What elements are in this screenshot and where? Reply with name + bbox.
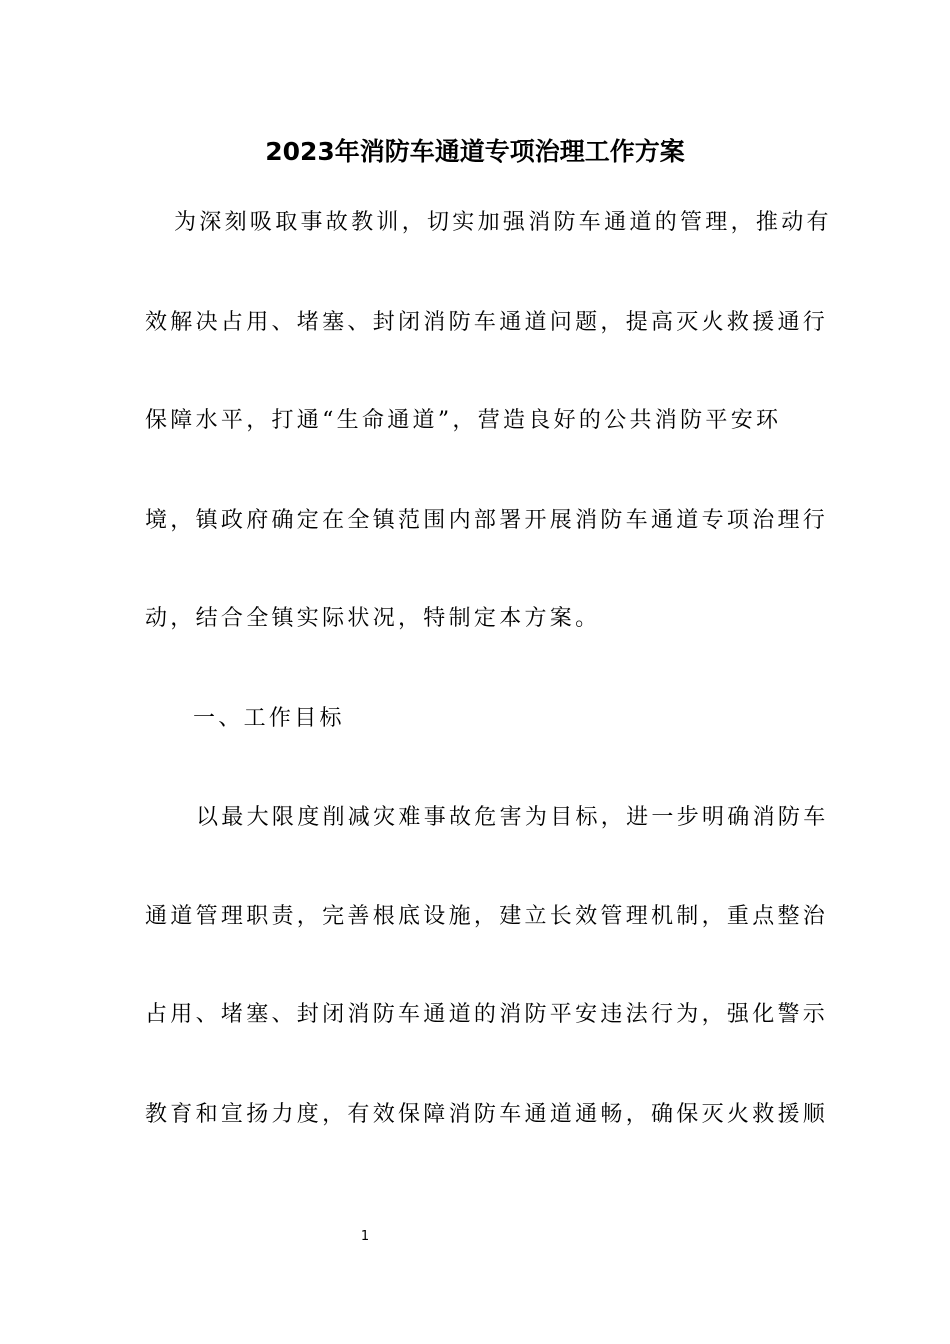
paragraph-line: 教育和宣扬力度，有效保障消防车通道通畅，确保灭火救援顺 bbox=[145, 1102, 829, 1127]
paragraph-line: 通道管理职责，完善根底设施，建立长效管理机制，重点整治 bbox=[145, 904, 829, 929]
paragraph-line: 动，结合全镇实际状况，特制定本方案。 bbox=[145, 606, 601, 631]
page-number: 1 bbox=[360, 1229, 370, 1244]
paragraph-line: 为深刻吸取事故教训，切实加强消防车通道的管理，推动有 bbox=[174, 210, 832, 235]
paragraph-line: 境，镇政府确定在全镇范围内部署开展消防车通道专项治理行 bbox=[145, 508, 829, 533]
paragraph-line: 效解决占用、堵塞、封闭消防车通道问题，提高灭火救援通行 bbox=[145, 310, 829, 335]
paragraph-line: 以最大限度削减灾难事故危害为目标，进一步明确消防车 bbox=[196, 805, 829, 830]
section-heading: 一、工作目标 bbox=[193, 706, 345, 731]
paragraph-line: 占用、堵塞、封闭消防车通道的消防平安违法行为，强化警示 bbox=[145, 1002, 829, 1027]
paragraph-line: 保障水平，打通“生命通道”，营造良好的公共消防平安环 bbox=[145, 408, 782, 433]
document-title: 2023年消防车通道专项治理工作方案 bbox=[265, 137, 685, 166]
